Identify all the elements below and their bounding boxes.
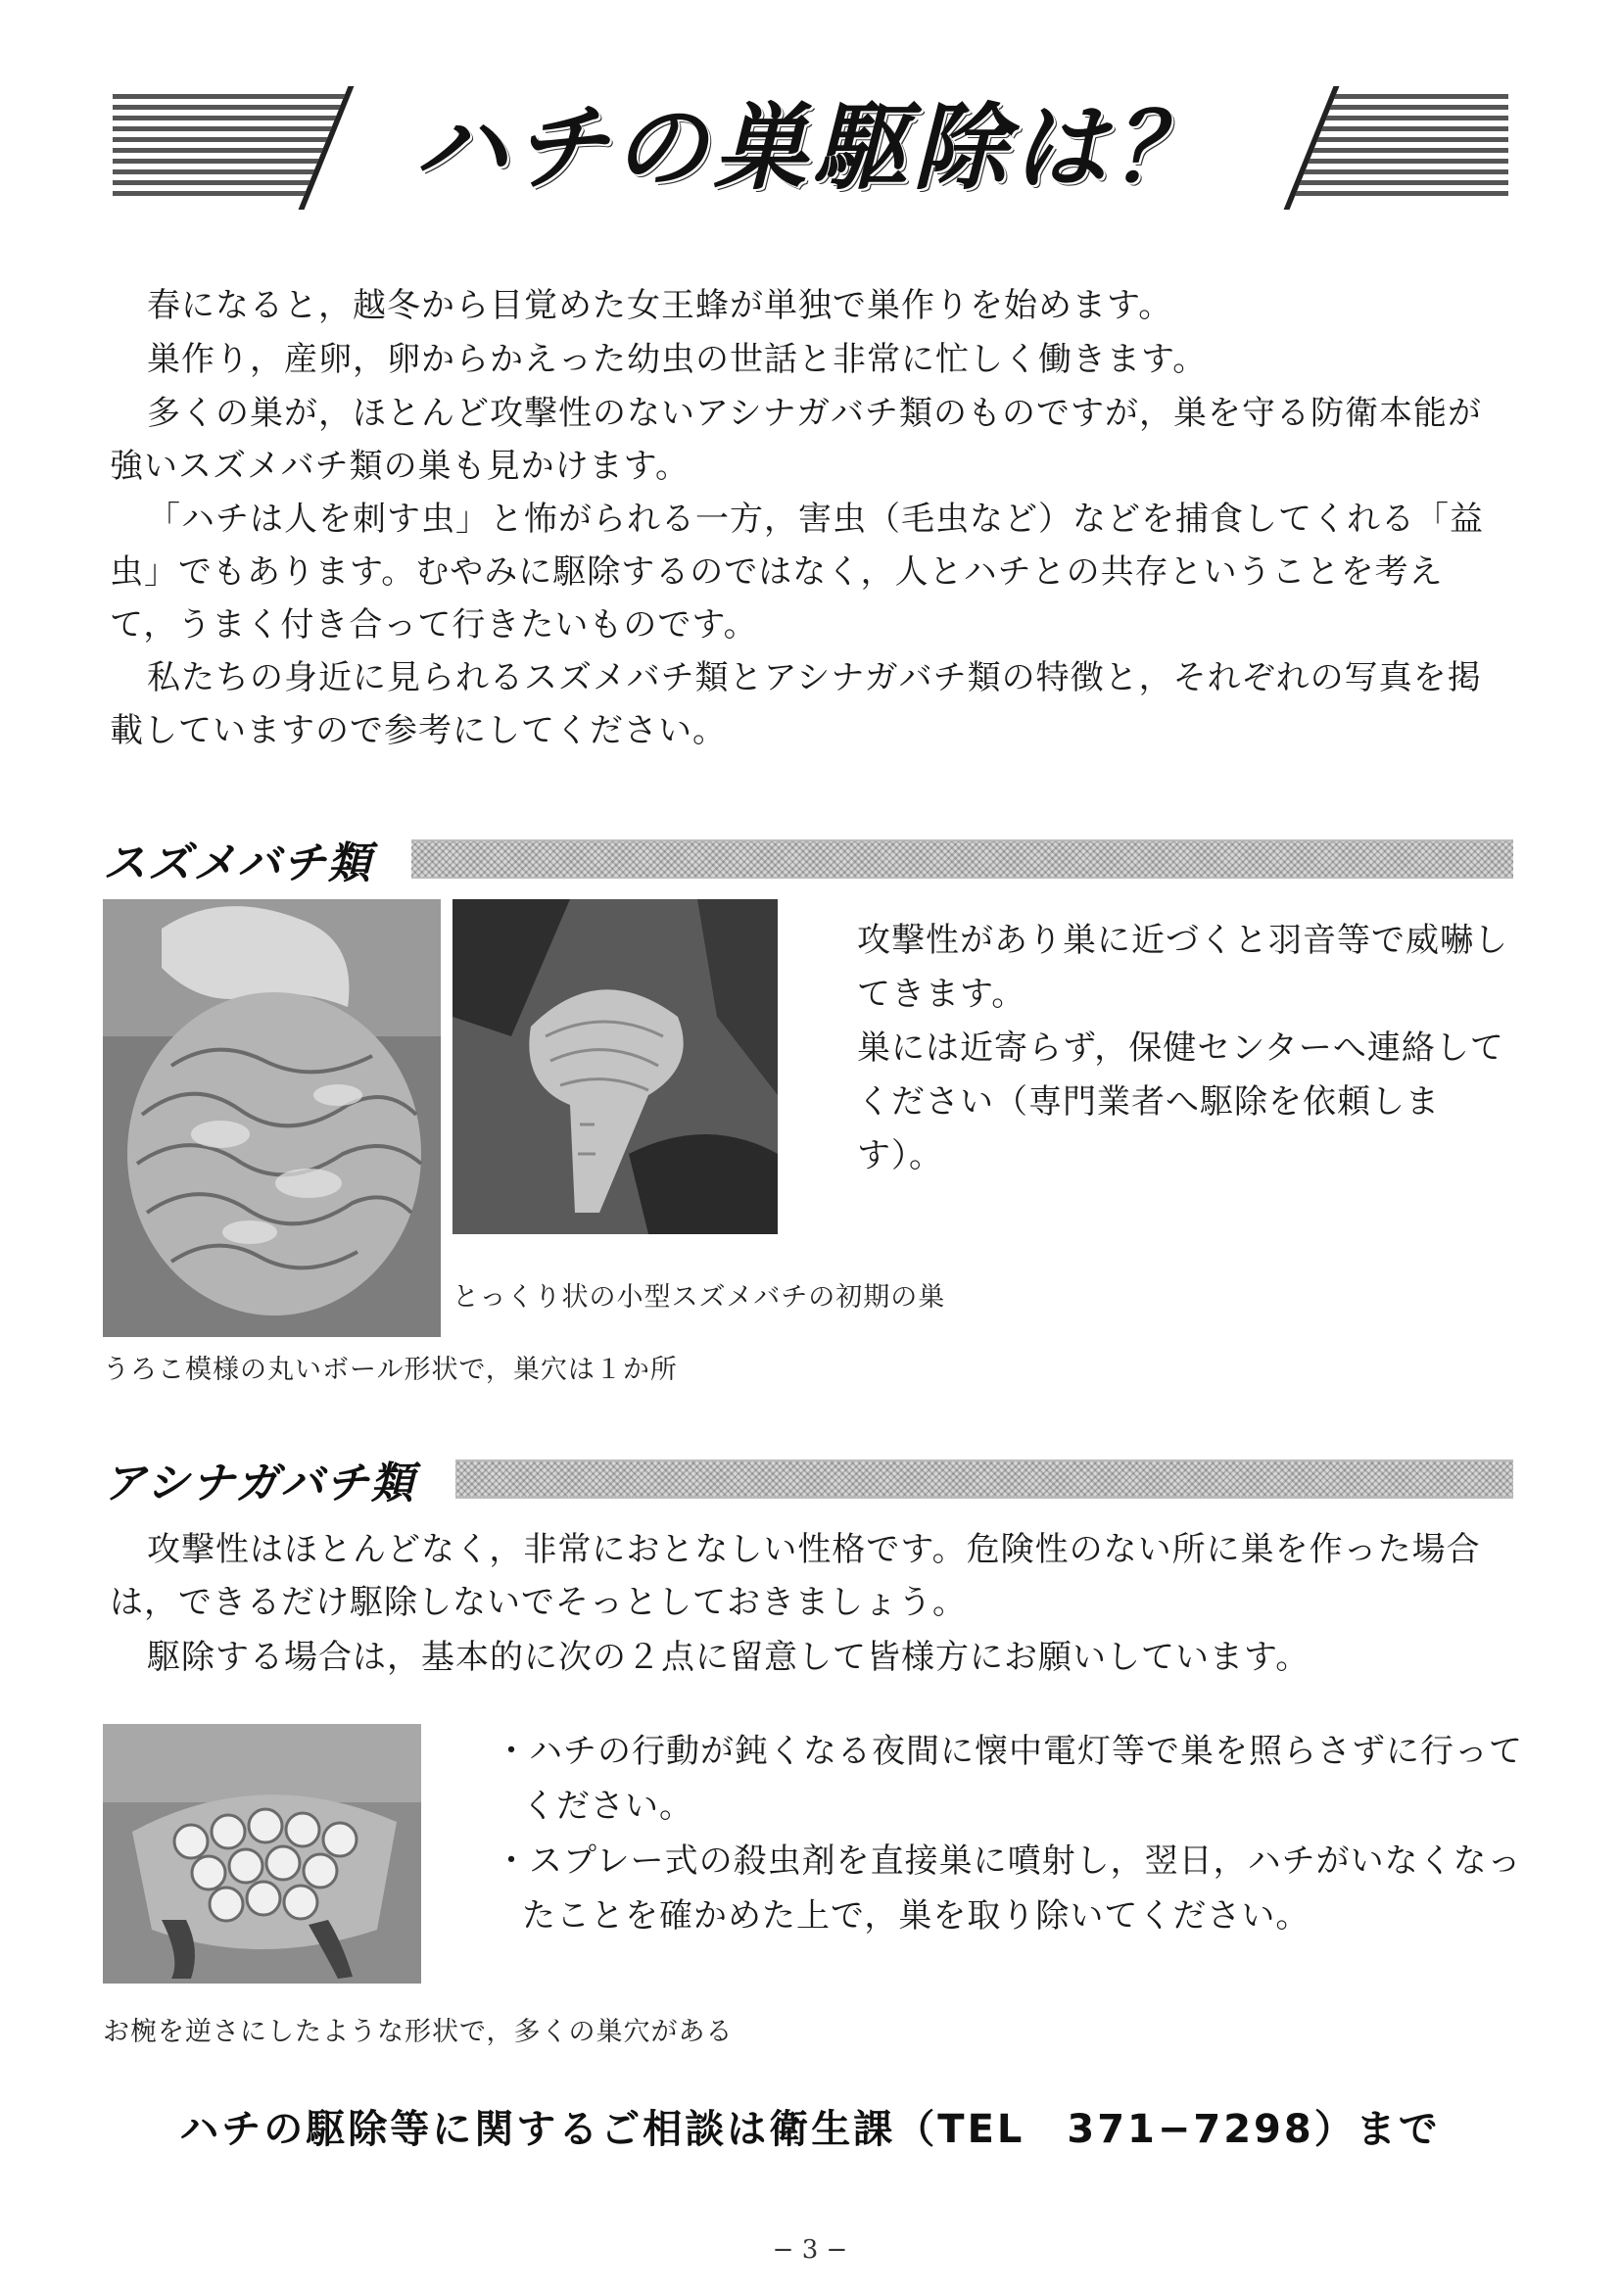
- page-number: − 3 −: [772, 2235, 848, 2265]
- intro-paragraph-4: 「ハチは人を刺す虫」と怖がられる一方，害虫（毛虫など）などを捕食してくれる「益虫」でもあります。むやみに駆除するのではなく，人とハチとの共存ということを考えて，うまく付き合って行きたいものです。: [110, 500, 1484, 645]
- caption-paper-wasp-nest: お椀を逆さにしたような形状で，多くの巣穴がある: [103, 2017, 734, 2047]
- intro-paragraph-2: 巣作り，産卵，卵からかえった幼虫の世話と非常に忙しく働きます。: [147, 340, 1208, 379]
- bullet-item-1: ・ハチの行動が鈍くなる夜間に懐中電灯等で巣を照らさずに行ってください。: [495, 1732, 1523, 1826]
- caption-tokkuri-nest: とっくり状の小型スズメバチの初期の巣: [453, 1282, 946, 1313]
- ashinaga-paragraph-1: 攻撃性はほとんどなく，非常におとなしい性格です。危険性のない所に巣を作った場合は，できるだけ駆除しないでそっとしておきましょう。: [110, 1530, 1481, 1622]
- ashinaga-paragraph-2: 駆除する場合は，基本的に次の２点に留意して皆様方にお願いしています。: [147, 1638, 1310, 1677]
- suzumebachi-desc-2: 巣には近寄らず，保健センターへ連絡してください（専門業者へ駆除を依頼します）。: [857, 1028, 1504, 1175]
- bullet-item-2: ・スプレー式の殺虫剤を直接巣に噴射し，翌日，ハチがいなくなったことを確かめた上で，巣を取り除いてください。: [495, 1842, 1522, 1936]
- intro-paragraph-5: 私たちの身近に見られるスズメバチ類とアシナガバチ類の特徴と，それぞれの写真を掲載していますので参考にしてください。: [110, 658, 1482, 750]
- contact-info: ハチの駆除等に関するご相談は衛生課（TEL 371−7298）まで: [179, 2107, 1441, 2152]
- intro-paragraph-1: 春になると，越冬から目覚めた女王蜂が単独で巣作りを始めます。: [147, 286, 1173, 325]
- section-heading-ashinagabachi: アシナガバチ類: [103, 1459, 416, 1508]
- photo-paper-wasp-nest: [103, 1724, 421, 1984]
- caption-ball-nest: うろこ模様の丸いボール形状で，巣穴は１か所: [103, 1355, 678, 1385]
- section-bar-suzumebachi: [411, 839, 1513, 879]
- intro-paragraph-3: 多くの巣が，ほとんど攻撃性のないアシナガバチ類のものですが，巣を守る防衛本能が強いスズメバチ類の巣も見かけます。: [110, 394, 1482, 486]
- suzumebachi-description: [818, 914, 1513, 1183]
- section-bar-ashinagabachi: [455, 1459, 1513, 1499]
- section-heading-suzumebachi: スズメバチ類: [103, 838, 373, 888]
- page-title: ハチの巣駆除は？: [413, 93, 1213, 203]
- photo-tokkuri-nest: [453, 899, 778, 1234]
- photo-hornet-nest-ball: [103, 899, 441, 1337]
- suzumebachi-desc-1: 攻撃性があり巣に近づくと羽音等で威嚇してきます。: [857, 921, 1508, 1014]
